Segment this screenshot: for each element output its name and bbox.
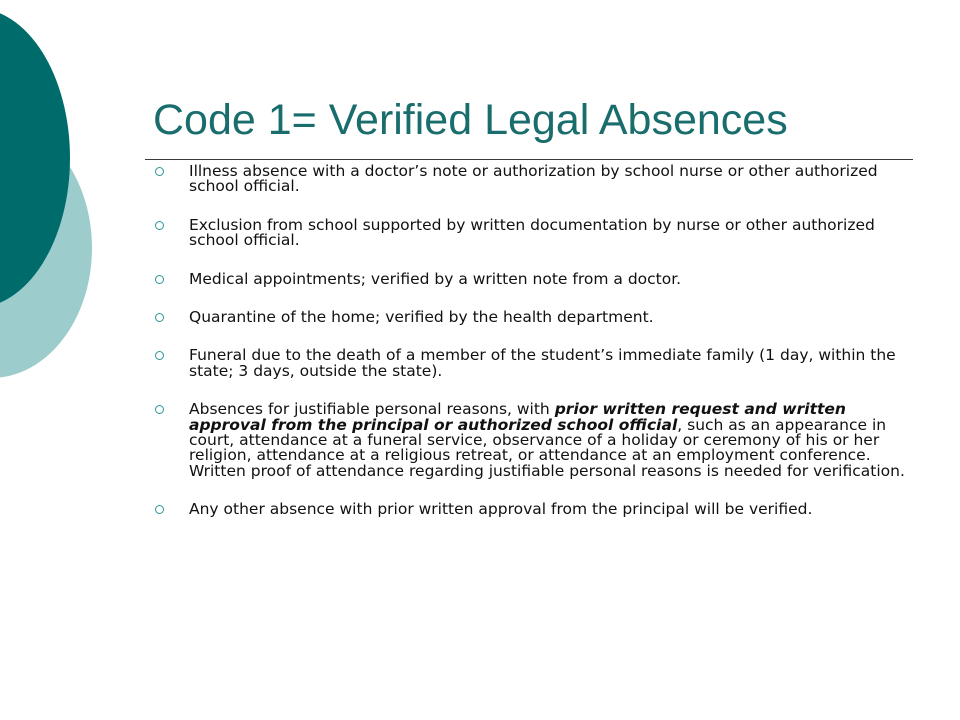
bullet-list <box>153 164 905 541</box>
bullet-text-before: Absences for justifiable personal reasons, with <box>189 400 555 419</box>
bullet-text: Illness absence with a doctor’s note or authorization by school nurse or other authorized school official. <box>189 162 878 196</box>
bullet-item <box>153 402 905 479</box>
bullet-item <box>153 269 905 288</box>
hollow-circle-icon <box>155 275 164 284</box>
bullet-text: Any other absence with prior written approval from the principal will be verified. <box>189 500 813 519</box>
bullet-text: Exclusion from school supported by written documentation by nurse or other authorized school official. <box>189 215 875 250</box>
bullet-item <box>153 164 905 195</box>
hollow-circle-icon <box>155 167 164 176</box>
hollow-circle-icon <box>155 351 164 360</box>
bullet-item <box>153 215 905 250</box>
hollow-circle-icon <box>155 221 164 230</box>
hollow-circle-icon <box>155 405 164 414</box>
bullet-item <box>153 348 905 379</box>
hollow-circle-icon <box>155 505 164 514</box>
title-divider <box>145 159 913 160</box>
bullet-text-after: , such as an appearance in court, attendance at a funeral service, observance of a holiday or ceremony of his or her religion, attendance at a religious retreat, or attendance at an employment conference. Written proof of attendance regarding justifiable personal reasons is needed for verification. <box>189 415 905 480</box>
slide-title: Code 1= Verified Legal Absences <box>153 96 788 144</box>
bullet-emphasis: prior written request and written approval from the principal or authorized school official <box>189 400 846 434</box>
bullet-item <box>153 310 905 325</box>
hollow-circle-icon <box>155 313 164 322</box>
bullet-text: Medical appointments; verified by a written note from a doctor. <box>189 269 682 288</box>
bullet-text: Quarantine of the home; verified by the health department. <box>189 308 654 327</box>
bullet-item <box>153 502 905 517</box>
bullet-text: Funeral due to the death of a member of the student’s immediate family (1 day, within the state; 3 days, outside the state). <box>189 346 896 380</box>
